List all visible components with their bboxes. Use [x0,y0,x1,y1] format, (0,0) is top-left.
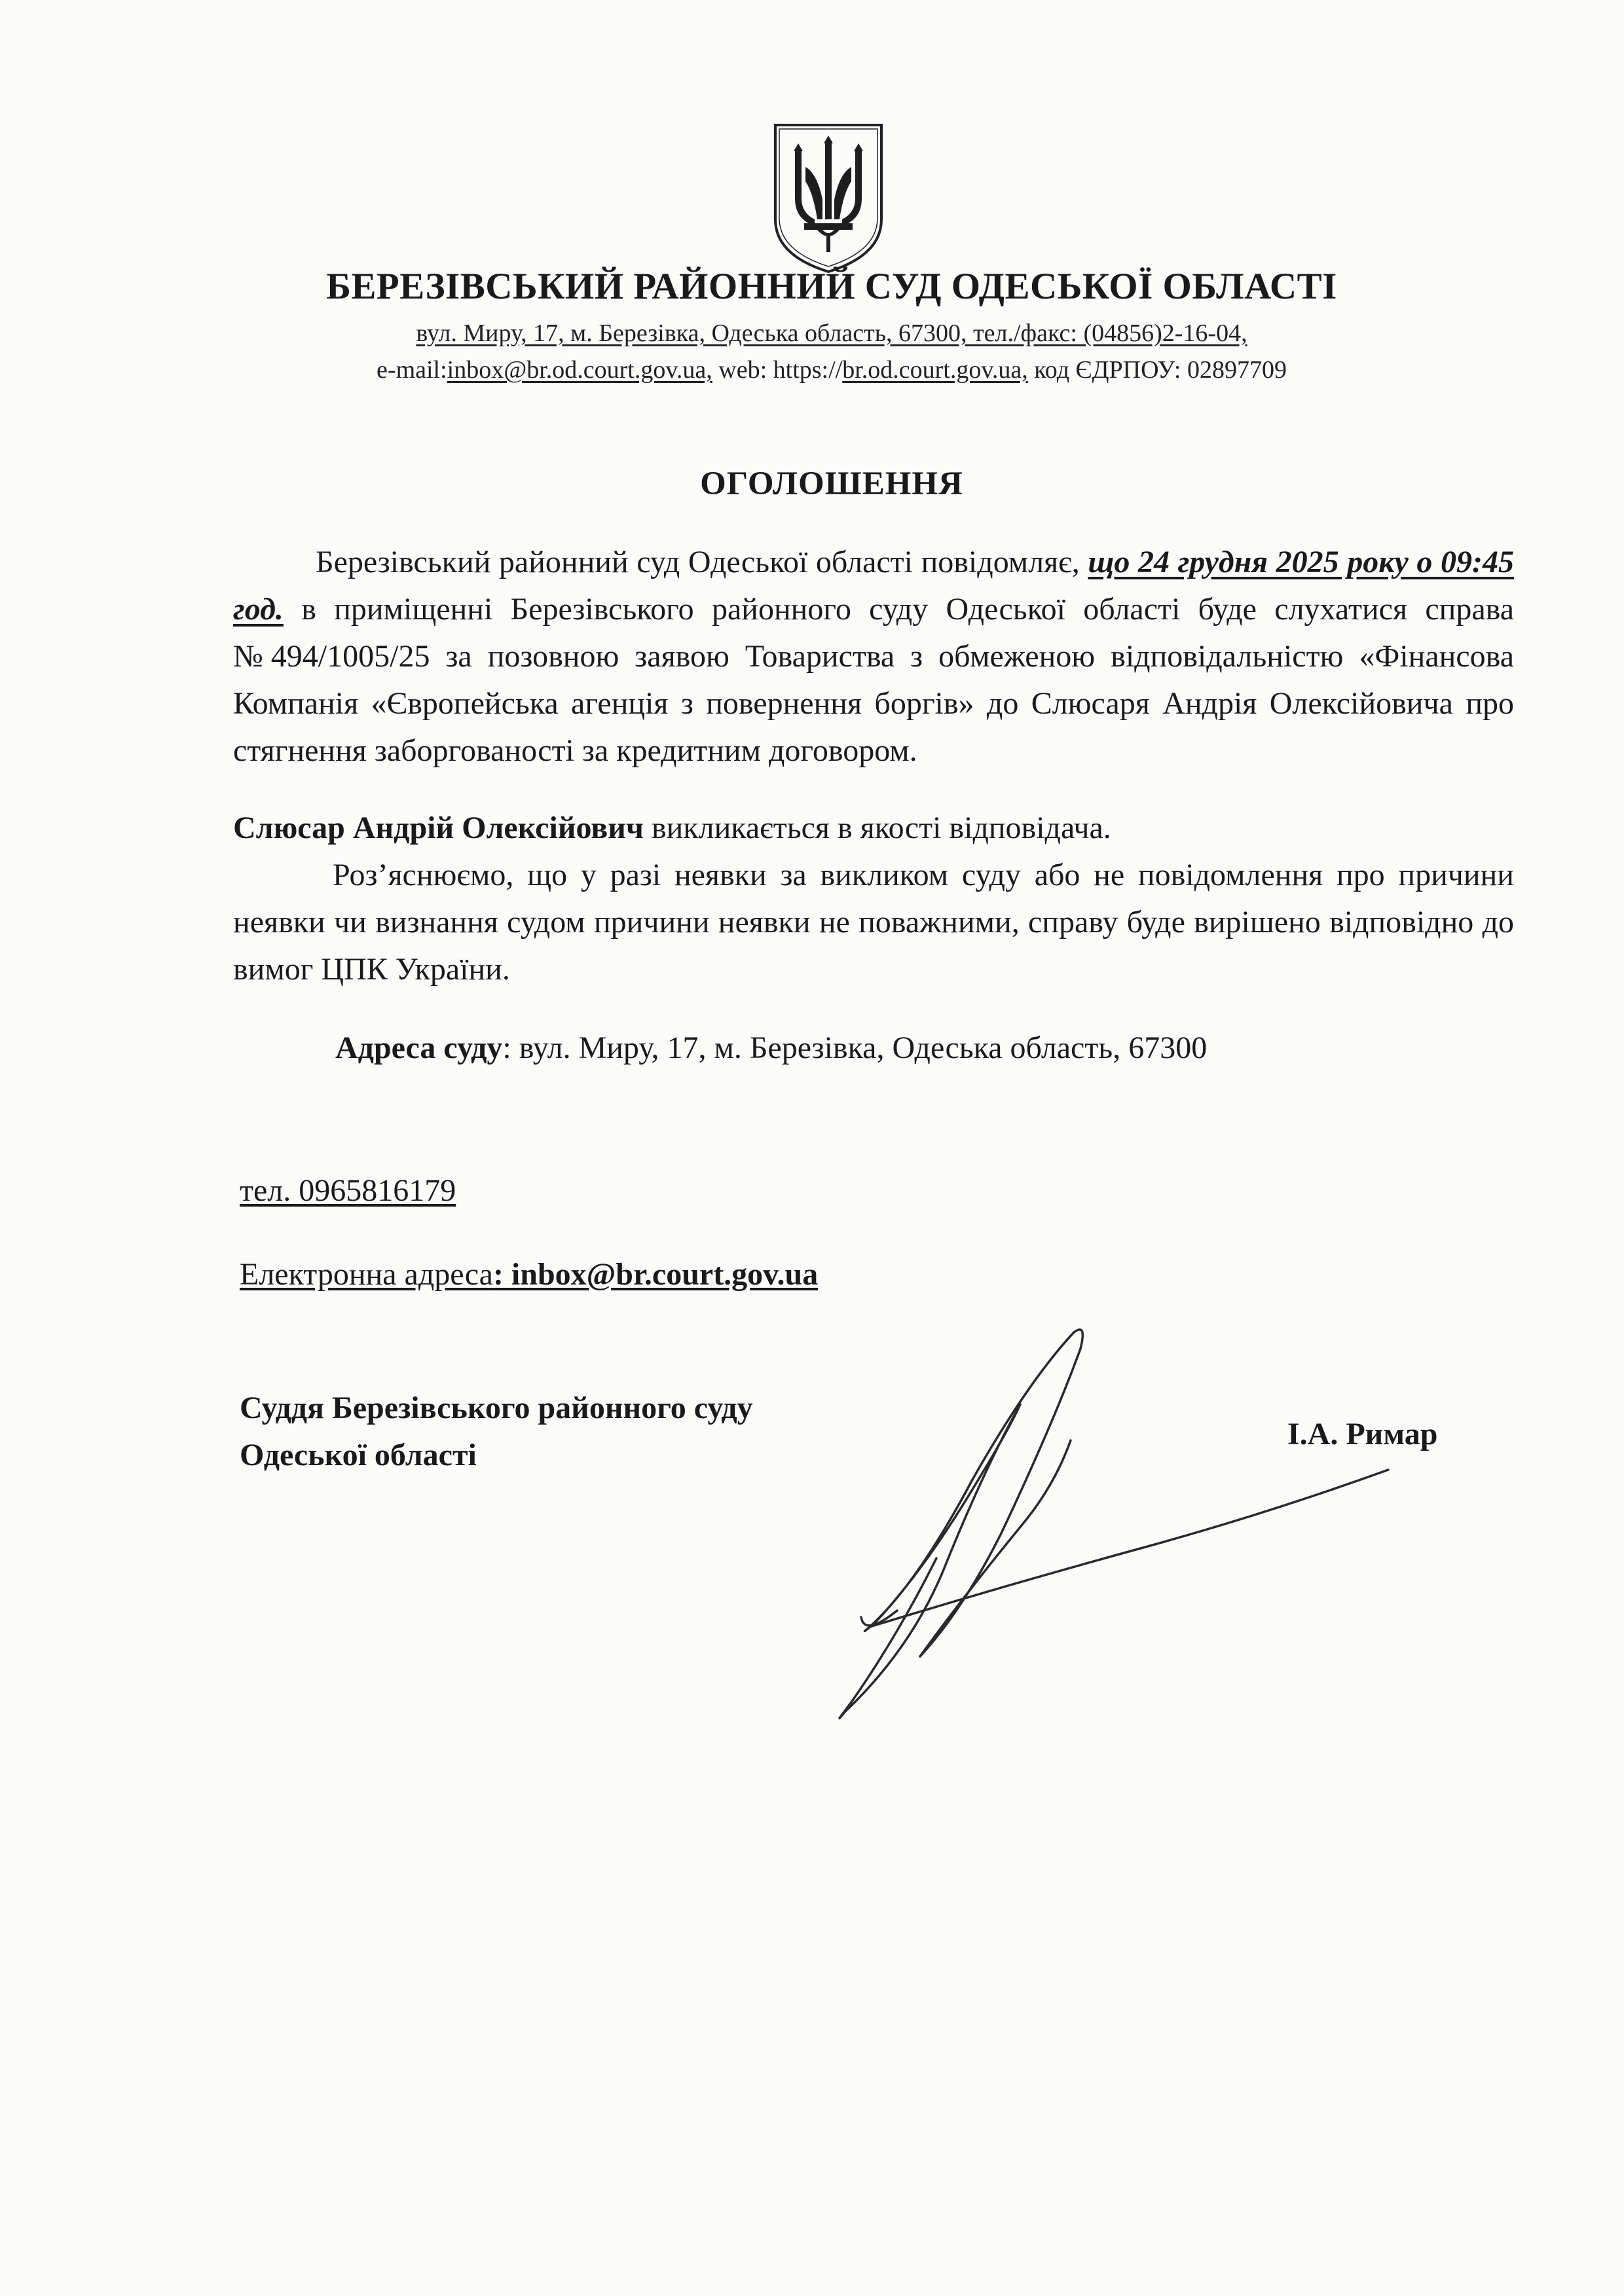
handwritten-signature [812,1309,1414,1728]
court-address-line [196,319,1467,348]
court-contacts-line [196,355,1467,384]
notice-paragraph-hearing [233,539,1514,774]
court-website-link[interactable]: br.od.court.gov.ua, [842,356,1028,384]
email-paragraph [240,1251,1156,1298]
judge-position-line: Суддя Березівського районного суду [240,1391,753,1425]
phone-paragraph [240,1167,1025,1214]
defendant-name: Слюсар Андрій Олексійович [233,811,644,845]
court-address: вул. Миру, 17, м. Березівка, Одеська область, 67300, тел./факс: (04856)2-16-04, [416,319,1247,347]
judge-position-line: Одеської області [240,1438,477,1472]
paragraph-text: Березівський районний суд Одеської області повідомляє, [316,545,1088,579]
email-label: Електронна адреса [240,1257,493,1292]
document-title: ОГОЛОШЕННЯ [700,465,963,502]
court-address-paragraph [335,1025,1514,1072]
court-email-link[interactable]: inbox@br.od.court.gov.ua, [447,356,712,384]
phone-number[interactable]: тел. 0965816179 [240,1173,456,1208]
judge-position [240,1385,753,1479]
notice-paragraph-explanation: Роз’яснюємо, що у разі неявки за викликом суду або не повідомлення про причини неявки чи визнання судом причини неявки не поважними, справу буде вирішено відповідно до вимог ЦПК України. [233,858,1514,987]
paragraph-text: викликається в якості відповідача. [643,811,1111,845]
address-label: Адреса суду [335,1030,503,1065]
email-prefix: e-mail: [377,356,447,384]
notice-paragraph-defendant [233,805,1514,852]
judge-name: І.А. Римар [1287,1417,1438,1451]
web-prefix: web: https:// [712,356,843,384]
address-value: : вул. Миру, 17, м. Березівка, Одеська область, 67300 [502,1030,1208,1065]
edrpou-code: код ЄДРПОУ: 02897709 [1027,356,1287,384]
trident-emblem-icon [771,121,885,276]
court-name-heading: БЕРЕЗІВСЬКИЙ РАЙОННИЙ СУД ОДЕСЬКОЇ ОБЛАСТІ [326,266,1337,307]
hearing-datetime: що 24 грудня 2025 року о 09:45 год. [233,545,1514,627]
paragraph-text: в приміщенні Березівського районного суду Одеської області буде слухатися справа №494/1005/25 за позовною заявою Товариства з обмеженою відповідальністю «Фінансова Компанія «Європейська агенція з повернення боргів» до Слюсаря Андрія Олексійовича про стягнення заборгованості за кредитним договором. [233,592,1514,768]
contact-email-link[interactable]: : inbox@br.court.gov.ua [492,1257,819,1292]
